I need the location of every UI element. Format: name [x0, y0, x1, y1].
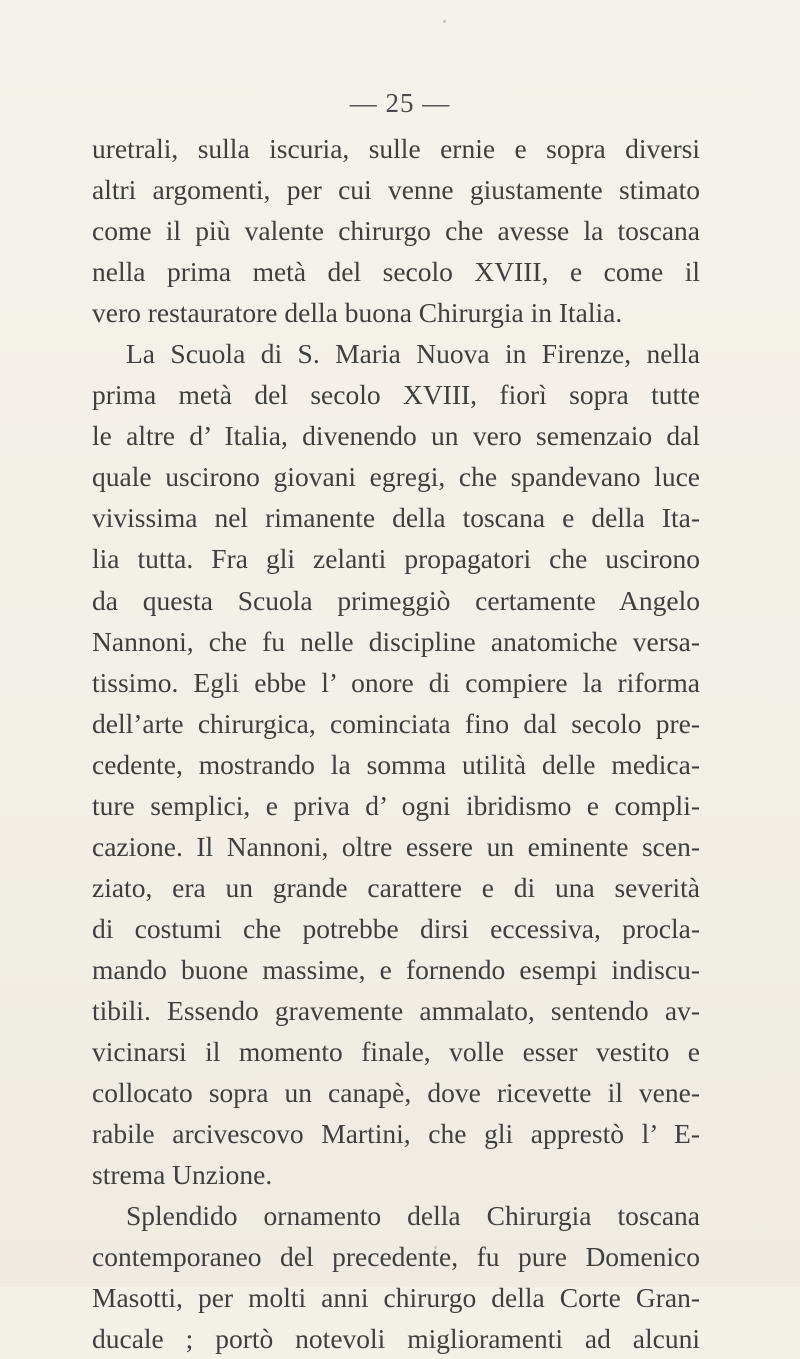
text-line: da questa Scuola primeggiò certamente Angelo	[92, 584, 700, 616]
text-line: tissimo. Egli ebbe l’ onore di compiere la riforma	[92, 666, 700, 698]
text-line: prima metà del secolo XVIII, fiorì sopra tutte	[92, 379, 700, 411]
text-line: come il più valente chirurgo che avesse la toscana	[92, 215, 700, 247]
text-line: altri argomenti, per cui venne giustamente stimato	[92, 174, 700, 206]
text-line: collocato sopra un canapè, dove ricevette il vene-	[92, 1077, 700, 1109]
text-line: dell’arte chirurgica, cominciata fino dal secolo pre-	[92, 707, 700, 739]
text-line: ducale ; portò notevoli miglioramenti ad alcuni	[92, 1323, 700, 1355]
text-line: vicinarsi il momento finale, volle esser vestito e	[92, 1036, 700, 1068]
text-line: nella prima metà del secolo XVIII, e come il	[92, 256, 700, 288]
text-line: mando buone massime, e fornendo esempi indiscu-	[92, 953, 700, 985]
body-text	[92, 128, 700, 1359]
text-line: cazione. Il Nannoni, oltre essere un eminente scen-	[92, 830, 700, 862]
text-line: vivissima nel rimanente della toscana e della Ita-	[92, 502, 700, 534]
text-line: strema Unzione.	[92, 1159, 273, 1191]
text-line: Splendido ornamento della Chirurgia toscana	[126, 1200, 700, 1232]
text-line: Masotti, per molti anni chirurgo della Corte Gran-	[92, 1282, 700, 1314]
text-line: ture semplici, e priva d’ ogni ibridismo e compli-	[92, 789, 700, 821]
text-line: vero restauratore della buona Chirurgia in Italia.	[92, 297, 623, 329]
text-line: quale uscirono giovani egregi, che spandevano luce	[92, 461, 700, 493]
text-line: rabile arcivescovo Martini, che gli apprestò l’ E-	[92, 1118, 700, 1150]
text-line: di costumi che potrebbe dirsi eccessiva, procla-	[92, 912, 700, 944]
text-line: uretrali, sulla iscuria, sulle ernie e sopra diversi	[92, 133, 700, 164]
text-line: tibili. Essendo gravemente ammalato, sentendo av-	[92, 994, 700, 1026]
text-line: le altre d’ Italia, divenendo un vero semenzaio dal	[92, 420, 700, 452]
text-line: ziato, era un grande carattere e di una severità	[92, 871, 700, 903]
text-line: cedente, mostrando la somma utilità delle medica-	[92, 748, 700, 780]
text-line: Nannoni, che fu nelle discipline anatomiche versa-	[92, 625, 700, 657]
text-line: contemporaneo del precedente, fu pure Domenico	[92, 1241, 700, 1273]
page-number: — 25 —	[349, 88, 451, 118]
text-line: La Scuola di S. Maria Nuova in Firenze, nella	[126, 338, 700, 370]
text-line: lia tutta. Fra gli zelanti propagatori che uscirono	[92, 543, 700, 575]
paper-speck	[443, 20, 446, 23]
